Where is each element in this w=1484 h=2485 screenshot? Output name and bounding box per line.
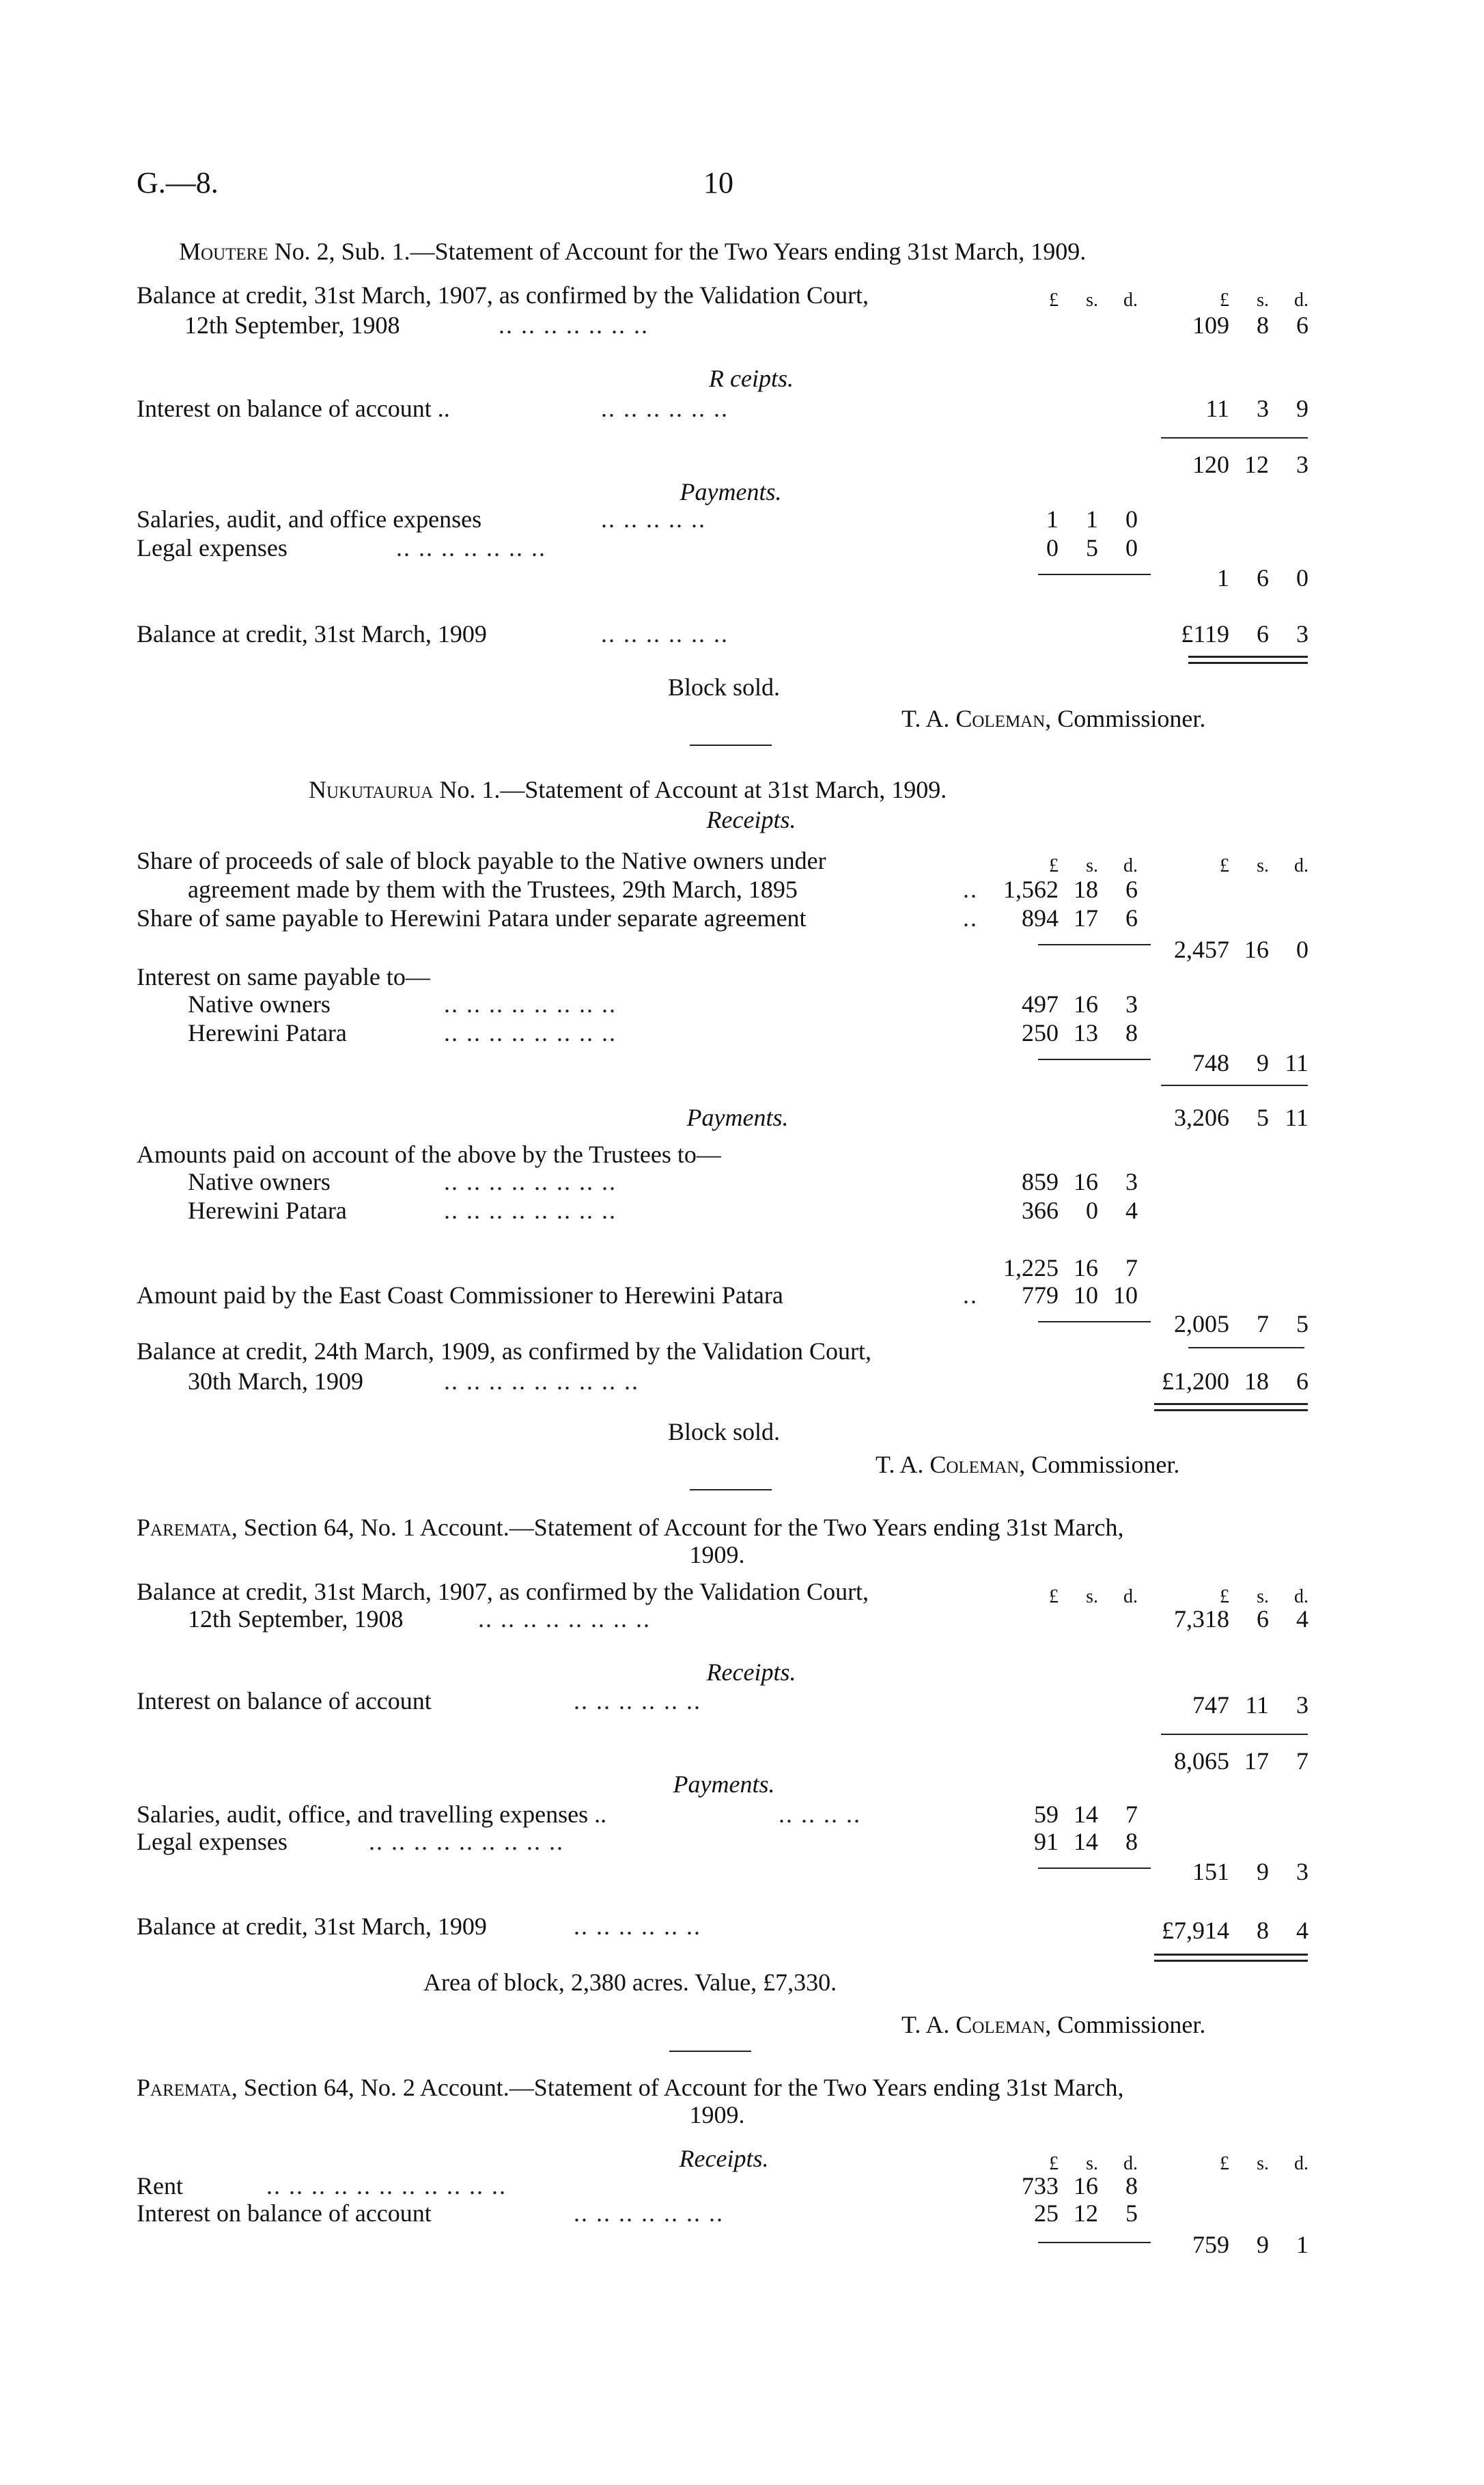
s1-interest-label: Interest on balance of account .. bbox=[137, 395, 450, 422]
leader-dots: .. .. .. .. .. .. .. .. .. bbox=[369, 1828, 564, 1855]
leader-dots: .. .. .. .. .. bbox=[601, 505, 706, 533]
s3-salaries-amount: 59 14 7 bbox=[1034, 1801, 1138, 1828]
s2-payments-total: 2,005 7 5 bbox=[1174, 1310, 1308, 1337]
s1-double-rule bbox=[1188, 656, 1308, 664]
s1-signature: T. A. Coleman, Commissioner. bbox=[901, 705, 1206, 732]
s2-balance-line2: 30th March, 1909 bbox=[188, 1368, 363, 1395]
s1-balance-line2: 12th September, 1908 bbox=[184, 311, 400, 339]
s2-herewini-paid: 366 0 4 bbox=[1022, 1197, 1138, 1224]
s1-balance-amount: 109 8 6 bbox=[1192, 311, 1308, 339]
s2-grand-total: 3,206 5 11 bbox=[1174, 1104, 1308, 1131]
leader-dots: .. .. .. .. .. .. .. .. bbox=[444, 1197, 617, 1224]
s2-outer-col-heads: £ s. d. bbox=[1220, 855, 1308, 876]
leader-dots: .. .. .. .. .. .. .. .. bbox=[444, 990, 617, 1018]
s2-east-coast-amount: 779 10 10 bbox=[1022, 1281, 1138, 1309]
leader-dots: .. .. .. .. .. .. bbox=[574, 1913, 701, 1940]
s1-total-amount: 120 12 3 bbox=[1192, 451, 1308, 478]
s3-title-year: 1909. bbox=[689, 1541, 745, 1568]
s2-share1-line2: agreement made by them with the Trustees, 29th March, 1895 bbox=[188, 876, 798, 903]
s2-balance-line1: Balance at credit, 24th March, 1909, as confirmed by the Validation Court, bbox=[137, 1337, 872, 1365]
leader-dots: .. .. .. .. .. .. bbox=[601, 620, 729, 648]
s2-herewini-interest: 250 13 8 bbox=[1022, 1019, 1138, 1046]
leader-dots: .. .. .. .. .. .. bbox=[601, 395, 729, 422]
s1-salaries-amount: 1 1 0 bbox=[1046, 505, 1138, 533]
s3-payments-heading: Payments. bbox=[673, 1771, 775, 1798]
s3-double-rule bbox=[1154, 1954, 1308, 1962]
leader-dots: .. .. .. .. .. .. bbox=[574, 1687, 701, 1714]
s2-inner-rule bbox=[1038, 944, 1151, 945]
s2-native-paid-label: Native owners bbox=[188, 1168, 331, 1195]
s3-payments-total: 151 9 3 bbox=[1192, 1858, 1308, 1885]
s2-native-paid: 859 16 3 bbox=[1022, 1168, 1138, 1195]
s1-inner-col-heads: £ s. d. bbox=[1049, 290, 1138, 311]
s2-note: Block sold. bbox=[667, 1418, 780, 1445]
s2-share2-label: Share of same payable to Herewini Patara under separate agreement bbox=[137, 904, 807, 932]
s2-share1-amount: 1,562 18 6 bbox=[1003, 876, 1138, 903]
s1-outer-col-heads: £ s. d. bbox=[1220, 290, 1308, 311]
s2-east-coast-label: Amount paid by the East Coast Commissioner to Herewini Patara bbox=[137, 1281, 783, 1309]
leader-dots: .. bbox=[963, 1281, 978, 1309]
s2-herewini-label: Herewini Patara bbox=[188, 1019, 347, 1046]
section-divider bbox=[669, 2051, 751, 2052]
s4-interest-amount: 25 12 5 bbox=[1034, 2199, 1138, 2227]
s2-receipts-heading: Receipts. bbox=[706, 806, 796, 833]
s1-receipts-heading: R ceipts. bbox=[709, 365, 794, 392]
s1-payments-total: 1 6 0 bbox=[1217, 564, 1308, 592]
s2-balance-amount: £1,200 18 6 bbox=[1162, 1368, 1308, 1395]
leader-dots: .. .. .. .. .. .. .. .. bbox=[444, 1168, 617, 1195]
leader-dots: .. .. .. .. .. .. .. .. .. bbox=[444, 1368, 639, 1395]
s1-legal-amount: 0 5 0 bbox=[1046, 534, 1138, 561]
leader-dots: .. bbox=[963, 904, 978, 932]
s2-payments-heading: Payments. bbox=[686, 1104, 789, 1131]
s3-legal-amount: 91 14 8 bbox=[1034, 1828, 1138, 1855]
s3-interest-label: Interest on balance of account bbox=[137, 1687, 432, 1714]
s3-final-amount: £7,914 8 4 bbox=[1162, 1917, 1308, 1944]
s4-title-year: 1909. bbox=[689, 2101, 745, 2128]
s2-native-label: Native owners bbox=[188, 990, 331, 1018]
s1-interest-amount: 11 3 9 bbox=[1205, 395, 1308, 422]
s2-share-total: 2,457 16 0 bbox=[1174, 936, 1308, 963]
s1-note: Block sold. bbox=[667, 674, 780, 701]
s2-signature: T. A. Coleman, Commissioner. bbox=[876, 1451, 1180, 1478]
s2-native-interest: 497 16 3 bbox=[1022, 990, 1138, 1018]
s3-signature: T. A. Coleman, Commissioner. bbox=[901, 2011, 1206, 2038]
s1-salaries-label: Salaries, audit, and office expenses bbox=[137, 505, 482, 533]
s2-paid-subtotal: 1,225 16 7 bbox=[1003, 1254, 1138, 1281]
s3-outer-col-heads: £ s. d. bbox=[1220, 1586, 1308, 1607]
leader-dots: .. bbox=[963, 876, 978, 903]
s2-interest-heading: Interest on same payable to— bbox=[137, 963, 430, 990]
s4-inner-col-heads: £ s. d. bbox=[1049, 2153, 1138, 2174]
leader-dots: .. .. .. .. .. .. .. bbox=[499, 311, 649, 339]
section-divider bbox=[690, 745, 772, 746]
leader-dots: .. .. .. .. bbox=[779, 1801, 861, 1828]
page-number: 10 bbox=[703, 166, 733, 199]
s2-share1-line1: Share of proceeds of sale of block payable to the Native owners under bbox=[137, 847, 826, 874]
s2-share2-amount: 894 17 6 bbox=[1022, 904, 1138, 932]
s4-title: Paremata, Section 64, No. 2 Account.—Statement of Account for the Two Years ending 31st March, bbox=[137, 2074, 1124, 2101]
section-divider bbox=[690, 1489, 772, 1490]
s3-balance-line2: 12th September, 1908 bbox=[188, 1605, 404, 1633]
s2-amounts-heading: Amounts paid on account of the above by the Trustees to— bbox=[137, 1141, 721, 1168]
leader-dots: .. .. .. .. .. .. .. bbox=[396, 534, 546, 561]
s2-inner-col-heads: £ s. d. bbox=[1049, 855, 1138, 876]
s4-interest-label: Interest on balance of account bbox=[137, 2199, 432, 2227]
page-ref: G.—8. bbox=[137, 166, 219, 199]
s3-salaries-label: Salaries, audit, office, and travelling expenses .. bbox=[137, 1801, 607, 1828]
s3-total-amount: 8,065 17 7 bbox=[1174, 1747, 1308, 1775]
s1-payments-heading: Payments. bbox=[680, 478, 782, 505]
s4-outer-col-heads: £ s. d. bbox=[1220, 2153, 1308, 2174]
s1-inner-rule bbox=[1038, 574, 1151, 575]
s3-inner-col-heads: £ s. d. bbox=[1049, 1586, 1138, 1607]
s2-interest-total: 748 9 11 bbox=[1192, 1049, 1308, 1077]
s2-inner-rule bbox=[1038, 1059, 1151, 1060]
s1-final-label: Balance at credit, 31st March, 1909 bbox=[137, 620, 487, 648]
s1-sum-rule bbox=[1161, 437, 1308, 439]
s3-interest-amount: 747 11 3 bbox=[1192, 1691, 1308, 1719]
s2-herewini-paid-label: Herewini Patara bbox=[188, 1197, 347, 1224]
s3-receipts-heading: Receipts. bbox=[706, 1658, 796, 1686]
s2-double-rule bbox=[1154, 1403, 1308, 1411]
leader-dots: .. .. .. .. .. .. .. .. .. .. .. bbox=[266, 2172, 507, 2199]
s4-rent-amount: 733 16 8 bbox=[1022, 2172, 1138, 2199]
s3-final-label: Balance at credit, 31st March, 1909 bbox=[137, 1913, 487, 1940]
s1-final-amount: £119 6 3 bbox=[1181, 620, 1308, 648]
s2-sum-rule bbox=[1161, 1085, 1308, 1086]
s3-title: Paremata, Section 64, No. 1 Account.—Statement of Account for the Two Years ending 31st March, bbox=[137, 1514, 1124, 1541]
s4-inner-rule bbox=[1038, 2242, 1151, 2243]
s1-title: Moutere No. 2, Sub. 1.—Statement of Account for the Two Years ending 31st March, 1909. bbox=[179, 238, 1087, 265]
s3-inner-rule bbox=[1038, 1868, 1151, 1869]
s3-balance-amount: 7,318 6 4 bbox=[1174, 1605, 1308, 1633]
s3-sum-rule bbox=[1161, 1734, 1308, 1735]
s4-rent-label: Rent bbox=[137, 2172, 183, 2199]
s2-inner-rule bbox=[1038, 1321, 1151, 1322]
s1-balance-line1: Balance at credit, 31st March, 1907, as confirmed by the Validation Court, bbox=[137, 281, 869, 309]
s2-title: Nukutaurua No. 1.—Statement of Account at 31st March, 1909. bbox=[309, 776, 947, 803]
leader-dots: .. .. .. .. .. .. .. .. bbox=[478, 1605, 651, 1633]
s2-sum-rule bbox=[1188, 1347, 1304, 1348]
s4-receipts-heading: Receipts. bbox=[679, 2145, 769, 2172]
s1-legal-label: Legal expenses bbox=[137, 534, 288, 561]
leader-dots: .. .. .. .. .. .. .. .. bbox=[444, 1019, 617, 1046]
s4-total-amount: 759 9 1 bbox=[1192, 2231, 1308, 2258]
s3-balance-line1: Balance at credit, 31st March, 1907, as confirmed by the Validation Court, bbox=[137, 1578, 869, 1605]
leader-dots: .. .. .. .. .. .. .. bbox=[574, 2199, 724, 2227]
s3-legal-label: Legal expenses bbox=[137, 1828, 288, 1855]
s3-note: Area of block, 2,380 acres. Value, £7,330. bbox=[423, 1969, 837, 1996]
